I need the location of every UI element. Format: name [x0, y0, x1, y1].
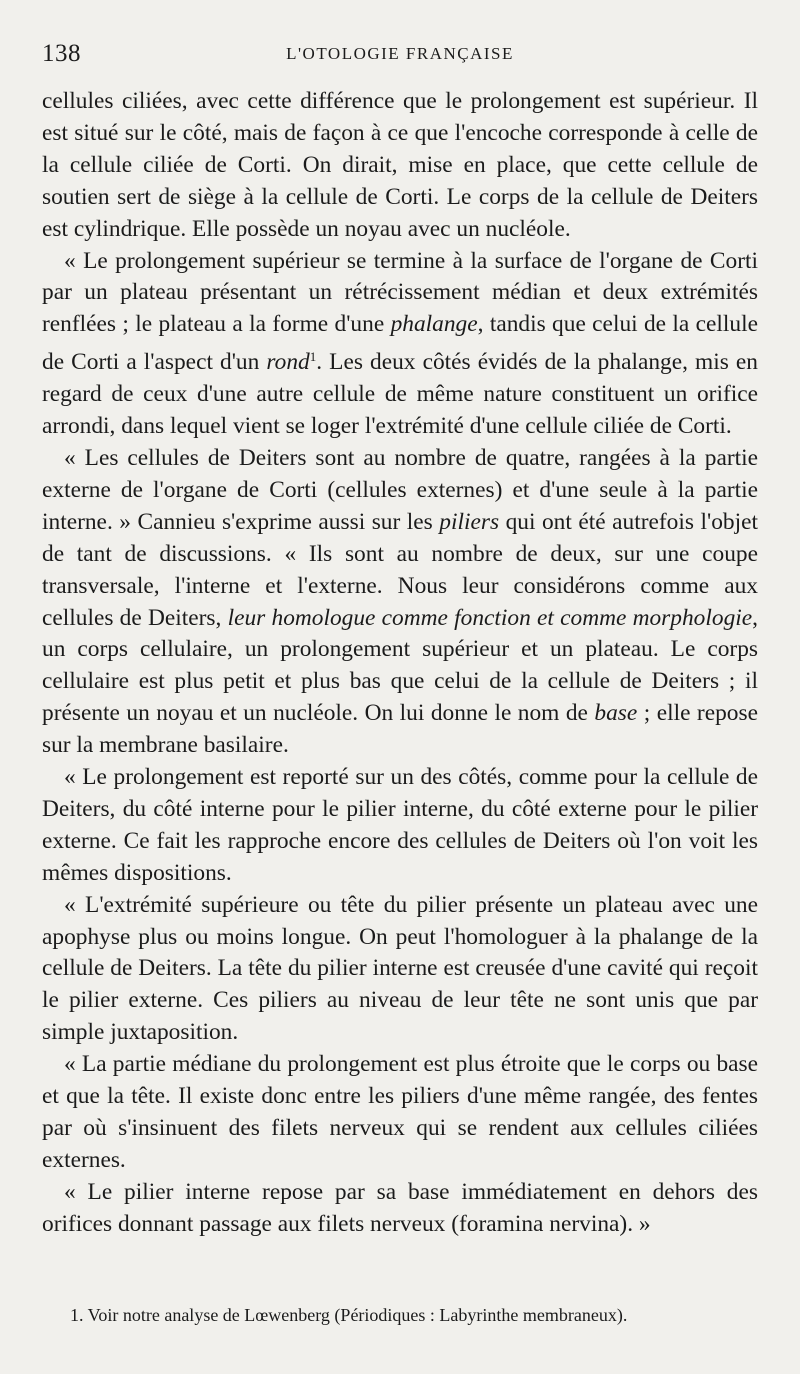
page-number: 138	[42, 40, 81, 67]
text-run: « La partie médiane du prolongement est plus étroite que le corps ou base et que la tête. Il existe donc entre les piliers d'une même rangée, des fentes par où s'insinuent des filets nerveux qui se rendent aux cellules ciliées externes.	[42, 1051, 758, 1173]
text-run: « Les cellules de Deiters sont au nombre de quatre, rangées à la partie externe de l'organe de Corti (cellules externes) et d'une seule à la partie interne. » Cannieu s'exprime aussi sur les	[42, 444, 758, 535]
italic-text: rond	[266, 349, 310, 376]
body-text	[42, 86, 758, 1241]
text-run: « L'extrémité supérieure ou tête du pilier présente un plateau avec une apophyse plus ou moins longue. On peut l'homologuer à la phalange de la cellule de Deiters. La tête du pilier interne est creusée d'une cavité qui reçoit le pilier externe. Ces piliers au niveau de leur tête ne sont unis que par simple juxtaposition.	[42, 891, 758, 1046]
text-run: « Le prolongement supérieur se termine à la surface de l'organe de Corti par un plateau présentant un rétrécissement médian et deux extrémités renflées ; le plateau a la forme d'une	[42, 247, 758, 338]
paragraph	[42, 762, 758, 890]
page-header	[42, 40, 758, 74]
italic-text: phalange	[390, 311, 478, 338]
text-run: « Le pilier interne repose par sa base immédiatement en dehors des orifices donnant passage aux filets nerveux (foramina nervina). »	[42, 1178, 758, 1237]
italic-text: leur homologue comme fonction et comme morphologie	[227, 604, 753, 631]
footnote: 1. Voir notre analyse de Lœwenberg (Périodiques : Labyrinthe membraneux).	[70, 1305, 628, 1325]
paragraph	[42, 1049, 758, 1177]
italic-text: base	[594, 700, 638, 727]
text-run: cellules ciliées, avec cette différence que le prolongement est supérieur. Il est situé sur le côté, mais de façon à ce que l'encoche corresponde à celle de la cellule ciliée de Corti. On dirait, mise en place, que cette cellule de soutien sert de siège à la cellule de Corti. Le corps de la cellule de Deiters est cylindrique. Elle possède un noyau avec un nucléole.	[42, 88, 758, 242]
paragraph	[42, 1177, 758, 1241]
text-run: ; elle repose sur la membrane basilaire.	[42, 700, 758, 759]
paragraph	[42, 246, 758, 443]
text-run: . Les deux côtés évidés de la phalange, mis en regard de ceux d'une autre cellule de même nature constituent un orifice arrondi, dans lequel vient se loger l'extrémité d'une cellule ciliée de Corti.	[42, 349, 758, 440]
text-run: qui ont été autrefois l'objet de tant de discussions. « Ils sont au nombre de deux, sur une coupe transversale, l'interne et l'externe. Nous leur considérons comme aux cellules de Deiters,	[42, 508, 758, 631]
running-title: L'OTOLOGIE FRANÇAISE	[286, 44, 514, 63]
footnote-marker: 1	[309, 349, 317, 365]
text-run: « Le prolongement est reporté sur un des côtés, comme pour la cellule de Deiters, du côté interne pour le pilier interne, du côté externe pour le pilier externe. Ce fait les rapproche encore des cellules de Deiters où l'on voit les mêmes dispositions.	[42, 764, 758, 886]
paragraph	[42, 86, 758, 246]
italic-text: piliers	[439, 508, 500, 535]
text-run: , un corps cellulaire, un prolongement supérieur et un plateau. Le corps cellulaire est plus petit et plus bas que celui de la cellule de Deiters ; il présente un noyau et un nucléole. On lui donne le nom de	[42, 604, 759, 727]
paragraph	[42, 890, 758, 1050]
text-run: , tandis que celui de la cellule de Corti a l'aspect d'un	[42, 311, 758, 376]
paragraph	[42, 443, 758, 762]
